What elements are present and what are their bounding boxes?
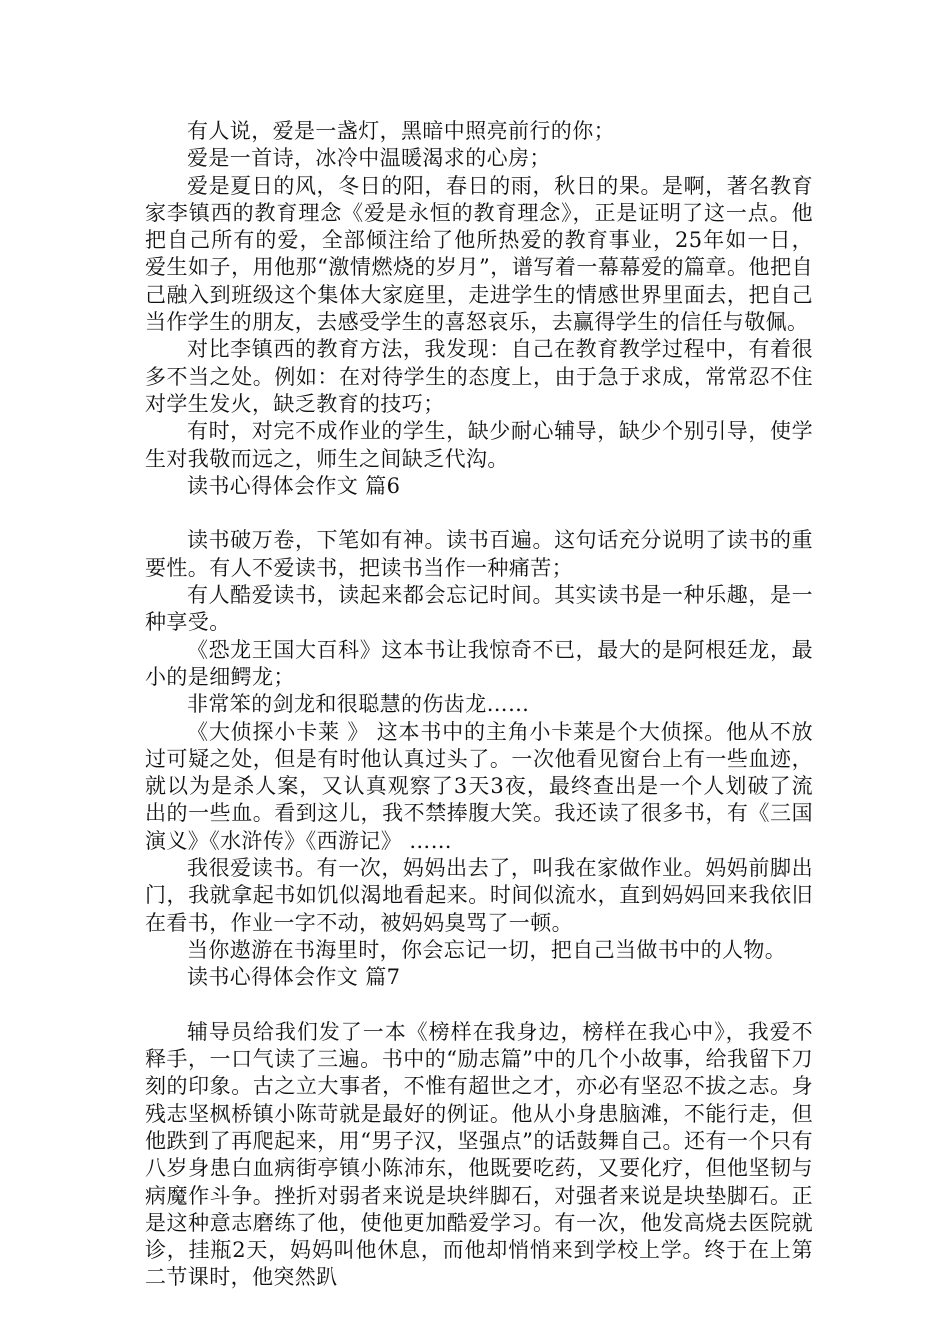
paragraph: 有时，对完不成作业的学生，缺少耐心辅导，缺少个别引导，使学生对我敬而远之，师生之间缺乏代沟。: [145, 419, 813, 471]
paragraph: 辅导员给我们发了一本《榜样在我身边，榜样在我心中》，我爱不释手，一口气读了三遍。书中的“励志篇”中的几个小故事，给我留下刀刻的印象。古之立大事者，不惟有超世之才，亦必有坚忍不拔之志。身残志坚枫桥镇小陈苛就是最好的例证。他从小身患脑滩，不能行走，但他跌到了再爬起来，用“男子汉，坚强点”的话鼓舞自己。还有一个只有八岁身患白血病街亭镇小陈沛东，他既要吃药，又要化疗，但他坚韧与病魔作斗争。挫折对弱者来说是块绊脚石，对强者来说是块垫脚石。正是这种意志磨练了他，使他更加酷爱学习。有一次，他发高烧去医院就诊，挂瓶2天，妈妈叫他休息，而他却悄悄来到学校上学。终于在上第二节课时，他突然趴: [145, 1019, 813, 1290]
paragraph: 有人说，爱是一盏灯，黑暗中照亮前行的你；: [187, 119, 615, 143]
paragraph: 《大侦探小卡莱 》 这本书中的主角小卡莱是个大侦探。他从不放过可疑之处，但是有时他认真过头了。一次他看见窗台上有一些血迹，就以为是杀人案，又认真观察了3天3夜，最终查出是一个人划破了流出的一些血。看到这儿，我不禁捧腹大笑。我还读了很多书，有《三国演义》《水浒传》《西游记》 ……: [145, 719, 813, 853]
section-heading: 读书心得体会作文 篇6: [187, 473, 401, 498]
blank-line: [145, 500, 813, 527]
paragraph: 我很爱读书。有一次，妈妈出去了，叫我在家做作业。妈妈前脚出门，我就拿起书如饥似渴地看起来。时间似流水，直到妈妈回来我依旧在看书，作业一字不动，被妈妈臭骂了一顿。: [145, 856, 813, 935]
blank-line: [145, 992, 813, 1019]
section-heading: 读书心得体会作文 篇7: [187, 965, 401, 990]
paragraph: 有人酷爱读书，读起来都会忘记时间。其实读书是一种乐趣，是一种享受。: [145, 583, 813, 635]
paragraph: 非常笨的剑龙和很聪慧的伤齿龙……: [187, 692, 530, 717]
paragraph: 爱是一首诗，冰冷中温暖渴求的心房；: [187, 146, 551, 171]
paragraph: 《恐龙王国大百科》这本书让我惊奇不已，最大的是阿根廷龙，最小的是细鳄龙；: [145, 637, 813, 689]
paragraph: 爱是夏日的风，冬日的阳，春日的雨，秋日的果。是啊，著名教育家李镇西的教育理念《爱是永恒的教育理念》，正是证明了这一点。他把自己所有的爱，全部倾注给了他所热爱的教育事业，25年如一日，爱生如子，用他那“激情燃烧的岁月”，谱写着一幕幕爱的篇章。他把自己融入到班级这个集体大家庭里，走进学生的情感世界里面去，把自己当作学生的朋友，去感受学生的喜怒哀乐，去赢得学生的信任与敬佩。: [145, 173, 813, 335]
paragraph: 当你遨游在书海里时，你会忘记一切，把自己当做书中的人物。: [187, 937, 787, 962]
document-body: [145, 118, 813, 1292]
paragraph: 对比李镇西的教育方法，我发现：自己在教育教学过程中，有着很多不当之处。例如：在对待学生的态度上，由于急于求成，常常忍不住对学生发火，缺乏教育的技巧；: [145, 337, 813, 416]
paragraph: 读书破万卷，下笔如有神。读书百遍。这句话充分说明了读书的重要性。有人不爱读书，把读书当作一种痛苦；: [145, 528, 813, 580]
